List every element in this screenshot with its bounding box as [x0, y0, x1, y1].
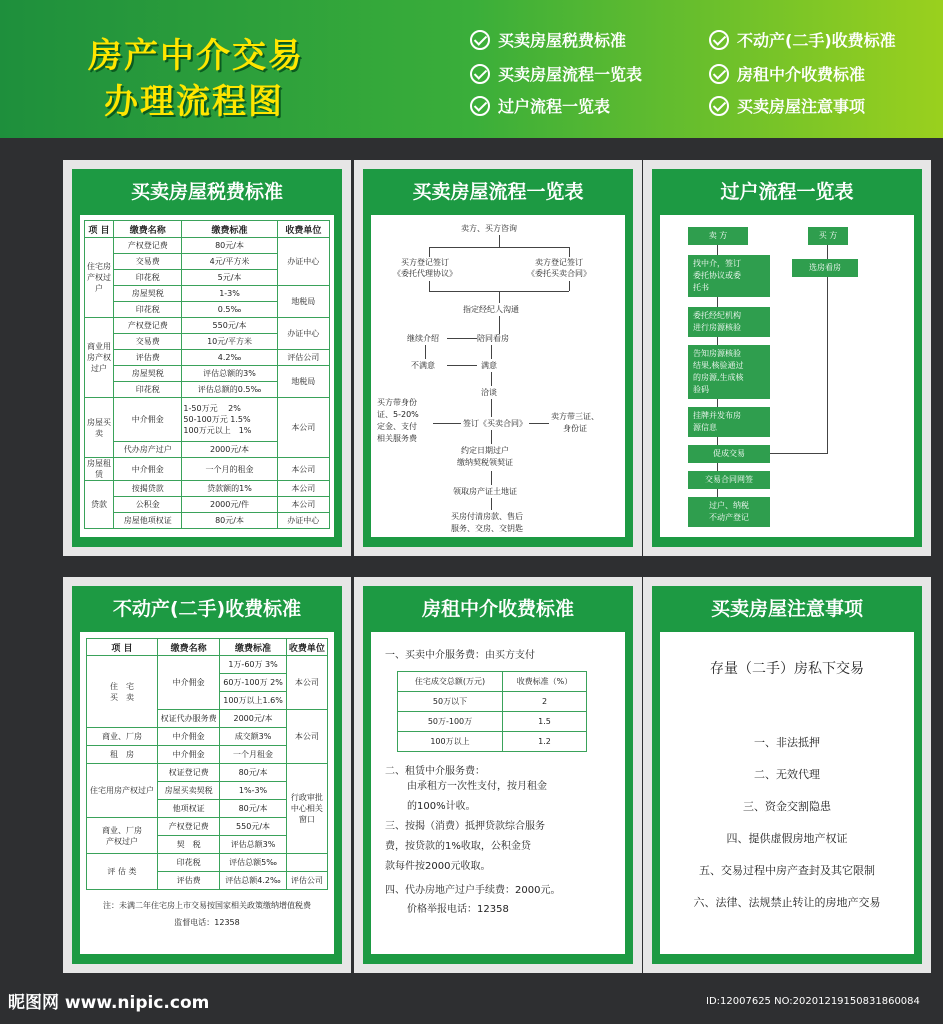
flow-node: 陪同看房: [477, 334, 509, 343]
fee-note: 注：未满二年住宅房上市交易按国家相关政策缴纳增值税费: [103, 901, 311, 910]
flow-node: 买房付清房款、售后 服务、交房、交钥匙: [451, 512, 523, 533]
commission-table: 住宅成交总额(万元) 收费标准（%） 50万以下 2 50万-100万 1.5 100万以上 1.2: [397, 671, 587, 752]
notice-item: 一、非法抵押: [754, 736, 820, 749]
transfer-step: 委托经纪机构 进行房源核验: [688, 307, 770, 337]
watermark-id: ID:12007625 NO:20201219150831860084: [706, 996, 920, 1007]
transfer-step: 挂牌并发布房 源信息: [688, 407, 770, 437]
flow-node: 满意: [481, 361, 497, 370]
section-1: 一、买卖中介服务费：由买方支付: [385, 650, 535, 661]
section-2: 二、租赁中介服务费：: [385, 766, 485, 777]
transfer-step: 告知房源核验 结果,核验通过 的房源,生成核 验码: [688, 345, 770, 399]
flow-node: 卖方带三证、 身份证: [551, 412, 599, 433]
transfer-step: 促成交易: [688, 445, 770, 463]
transfer-step: 过户、纳税 不动产登记: [688, 497, 770, 527]
nav-item-transfer[interactable]: 过户流程一览表: [470, 94, 610, 117]
flow-node: 继续介绍: [407, 334, 439, 343]
nav-item-notice[interactable]: 买卖房屋注意事项: [709, 94, 865, 117]
flow-node: 卖方登记签订 《委托买卖合同》: [527, 258, 591, 278]
flow-node: 卖方、买方咨询: [461, 224, 517, 233]
flow-node: 指定经纪人沟通: [463, 305, 519, 314]
title-line2: 办理流程图: [104, 82, 284, 122]
panel-title: 买卖房屋注意事项: [710, 598, 863, 620]
flow-node: 签订《买卖合同》: [463, 419, 527, 428]
panel-title: 过户流程一览表: [720, 181, 854, 203]
watermark-brand: 昵图网 www.nipic.com: [8, 993, 210, 1013]
panel-title: 房租中介收费标准: [421, 598, 574, 620]
report-phone: 价格举报电话：12358: [407, 904, 509, 915]
check-icon: [470, 30, 490, 50]
panel-title: 买卖房屋流程一览表: [412, 181, 584, 203]
panel-tax-standard: [63, 160, 351, 556]
panel-transfer-process: [643, 160, 931, 556]
check-icon: [709, 96, 729, 116]
section-2-detail: 由承租方一次性支付，按月租金 的100%计收。: [407, 781, 547, 812]
notice-item: 四、提供虚假房地产权证: [726, 832, 848, 845]
panel-rent-fee: [354, 577, 642, 973]
fee-phone: 监督电话：12358: [174, 918, 240, 927]
title-line1: 房产中介交易: [88, 36, 304, 76]
notice-item: 五、交易过程中房产查封及其它限制: [699, 864, 875, 877]
process-flowchart: [371, 215, 625, 537]
flow-node: 不满意: [411, 361, 435, 370]
notice-item: 六、法律、法规禁止转让的房地产交易: [693, 896, 881, 909]
check-icon: [470, 96, 490, 116]
nav-item-rent[interactable]: 房租中介收费标准: [709, 62, 865, 85]
tax-table: 项 目 缴费名称 缴费标准 收费单位 住宅房产权过户 产权登记费 80元/本 办证中心 交易费 4元/平方米 印花税 5元/本 房屋契税 1-3% 地税局 印花税 0.5‰ 商业用房产权过户 产权登记费 550元/本 办证中心 交易费 10元/平方米 评估费 4.2‰ 评估公司 房屋契税 评估总额的3% 地税局 印花税 评估总额的0.5‰ 房屋买卖 中介佣金 1-50万元 2% 50-100万元 1.5% 100万元以上 1% 本公司 代办房产过户 2000元/本 房屋租赁 中介佣金 一个月的租金 本公司 贷款 按揭贷款 贷款额的1% 本公司 公积金 2000元/件 本公司 房屋他项权证 80元/本 办证中心: [84, 220, 330, 529]
nav-item-tax[interactable]: 买卖房屋税费标准: [470, 28, 626, 51]
transfer-flowchart: [660, 215, 914, 537]
transfer-step: 交易合同网签: [688, 471, 770, 489]
nav-item-process[interactable]: 买卖房屋流程一览表: [470, 62, 642, 85]
panel-buy-process: [354, 160, 642, 556]
nav-item-fee[interactable]: 不动产(二手)收费标准: [709, 28, 896, 51]
check-icon: [470, 64, 490, 84]
seller-box: 卖 方: [688, 227, 748, 245]
flow-node: 买方登记签订 《委托代理协议》: [393, 258, 457, 278]
notice-subtitle: 存量（二手）房私下交易: [710, 661, 864, 677]
transfer-step: 找中介，签订 委托协议或委 托书: [688, 255, 770, 297]
notice-item: 二、无效代理: [754, 768, 820, 781]
header-banner: [0, 0, 943, 138]
panel-title: 不动产(二手)收费标准: [112, 598, 302, 620]
buyer-step: 选房看房: [792, 259, 858, 277]
panel-secondhand-fee: [63, 577, 351, 973]
flow-node: 洽谈: [481, 388, 497, 397]
section-3: 三、按揭（消费）抵押贷款综合服务 费，按贷款的1%收取，公积金贷 款每件按2000元收取。: [385, 821, 545, 872]
panel-title: 买卖房屋税费标准: [130, 181, 283, 203]
panel-notice: [643, 577, 931, 973]
flow-node: 买方带身份 证、5-20% 定金、支付 相关服务费: [377, 398, 419, 443]
buyer-box: 买 方: [808, 227, 848, 245]
section-4: 四、代办房地产过户手续费：2000元。: [385, 885, 561, 896]
check-icon: [709, 64, 729, 84]
flow-node: 领取房产证土地证: [453, 487, 517, 496]
fee-table: 项 目 缴费名称 缴费标准 收费单位 住 宅 买 卖 中介佣金 1万-60万 3% 本公司 60万-100万 2% 100万以上1.6% 权证代办服务费 2000元/本 本公司 商业、厂房 中介佣金 成交额3% 租 房 中介佣金 一个月租金 住宅用房产权过户 权证登记费 80元/本 行政审批 中心相关 窗口 房屋买卖契税 1%-3% 他项权证 80元/本 商业、厂房 产权过户 产权登记费 550元/本 契 税 评估总额3% 评 估 类 印花税 评估总额5‰ 评估费 评估总额4.2‰ 评估公司: [86, 638, 328, 890]
flow-node: 约定日期过户 缴纳契税领契证: [457, 446, 513, 467]
check-icon: [709, 30, 729, 50]
notice-item: 三、资金交割隐患: [743, 800, 831, 813]
